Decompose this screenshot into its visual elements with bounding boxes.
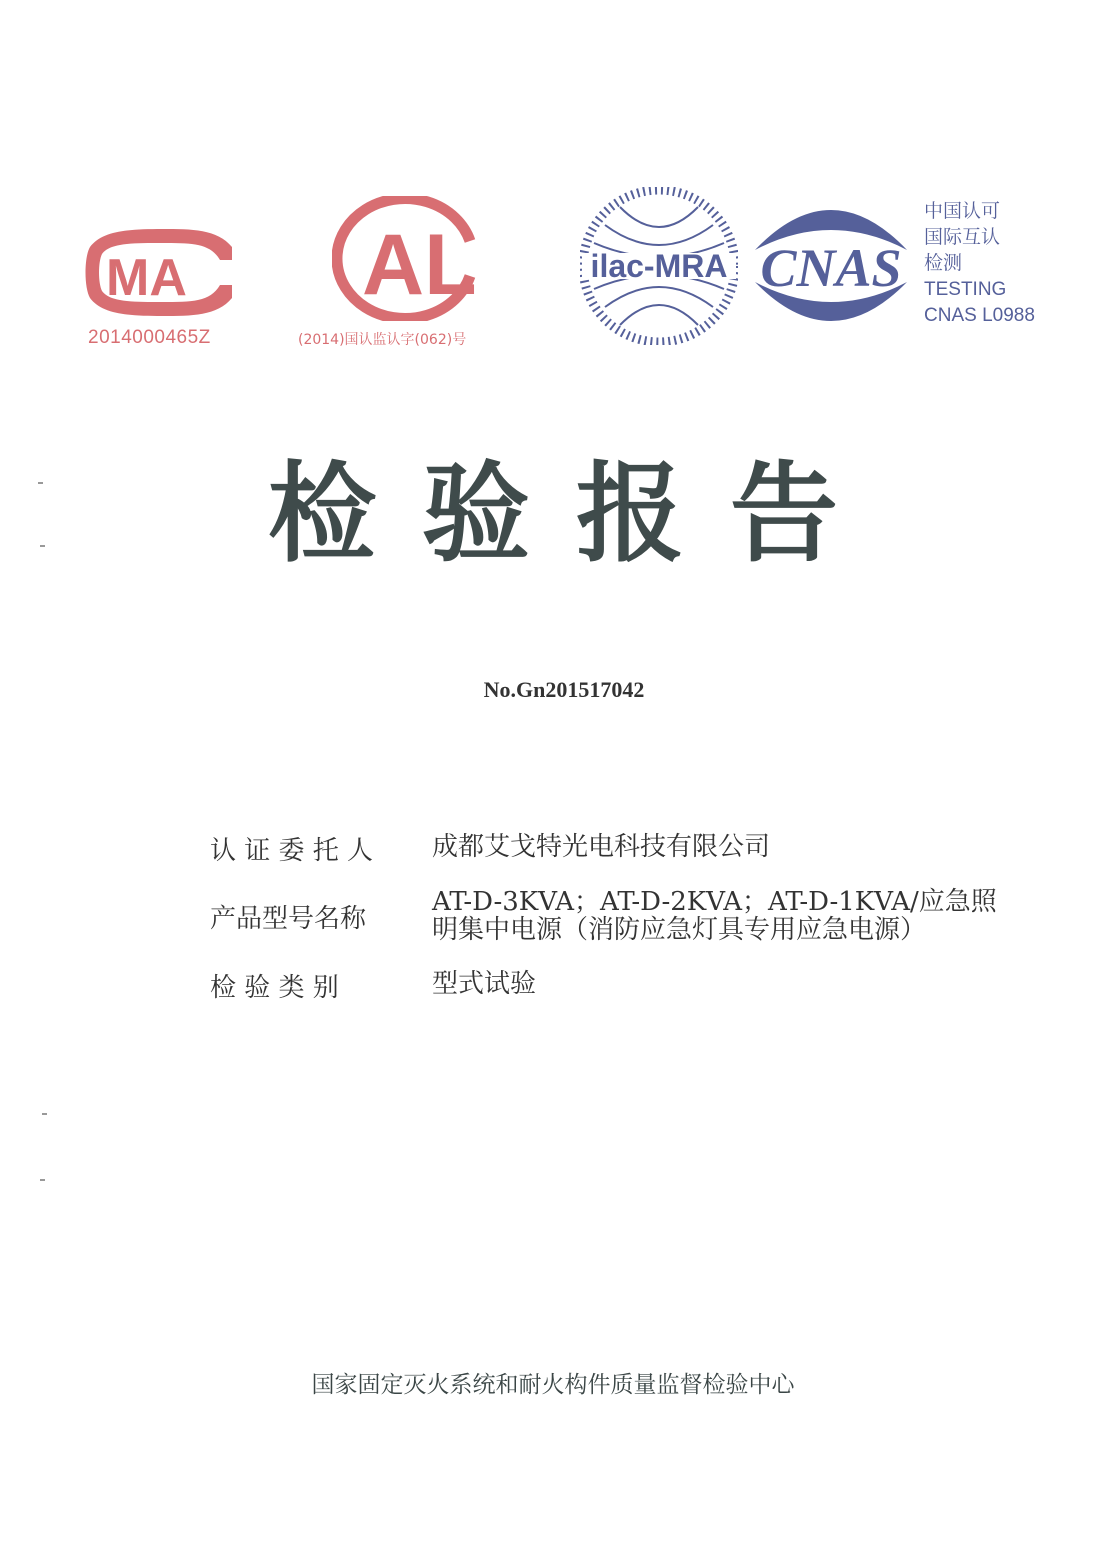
field-label-client: 认 证 委 托 人 <box>210 836 374 866</box>
cma-code: 2014000465Z <box>88 327 211 348</box>
cal-code: (2014)国认监认字(062)号 <box>298 332 467 348</box>
cnas-logo-icon <box>745 200 917 330</box>
svg-text:MA: MA <box>106 249 187 307</box>
cnas-line: TESTING <box>924 279 1007 300</box>
cma-logo <box>82 225 242 320</box>
cnas-line: 中国认可 <box>924 201 1001 222</box>
page-title: 检验报告 <box>268 452 885 577</box>
svg-text:CNAS: CNAS <box>760 238 902 298</box>
cma-logo-icon <box>82 225 242 320</box>
issuer-name: 国家固定灭火系统和耐火构件质量监督检验中心 <box>311 1372 795 1398</box>
field-value-test-type: 型式试验 <box>432 969 537 999</box>
cnas-logo <box>745 200 917 330</box>
ilac-mra-logo <box>580 187 738 345</box>
field-label-product: 产品型号名称 <box>210 904 367 934</box>
svg-text:AL: AL <box>362 217 477 313</box>
cnas-accreditation-text <box>924 199 1035 329</box>
field-value-client: 成都艾戈特光电科技有限公司 <box>432 832 771 862</box>
scan-mark <box>40 545 45 547</box>
ilac-globe-icon <box>580 187 738 345</box>
cal-logo <box>332 196 482 321</box>
scan-mark <box>38 482 43 484</box>
field-label-test-type: 检 验 类 别 <box>210 973 339 1003</box>
cal-logo-icon <box>332 196 482 321</box>
scan-mark <box>42 1113 47 1115</box>
scan-mark <box>40 1179 45 1181</box>
field-value-product: AT-D-3KVA；AT-D-2KVA；AT-D-1KVA/应急照 明集中电源（消防应急灯具专用应急电源） <box>432 887 997 945</box>
svg-text:ilac-MRA: ilac-MRA <box>590 248 728 284</box>
cnas-line: 国际互认 <box>924 227 1001 248</box>
cnas-line: 检测 <box>924 253 963 274</box>
report-number: No.Gn201517042 <box>483 677 645 702</box>
cnas-line: CNAS L0988 <box>924 305 1035 326</box>
